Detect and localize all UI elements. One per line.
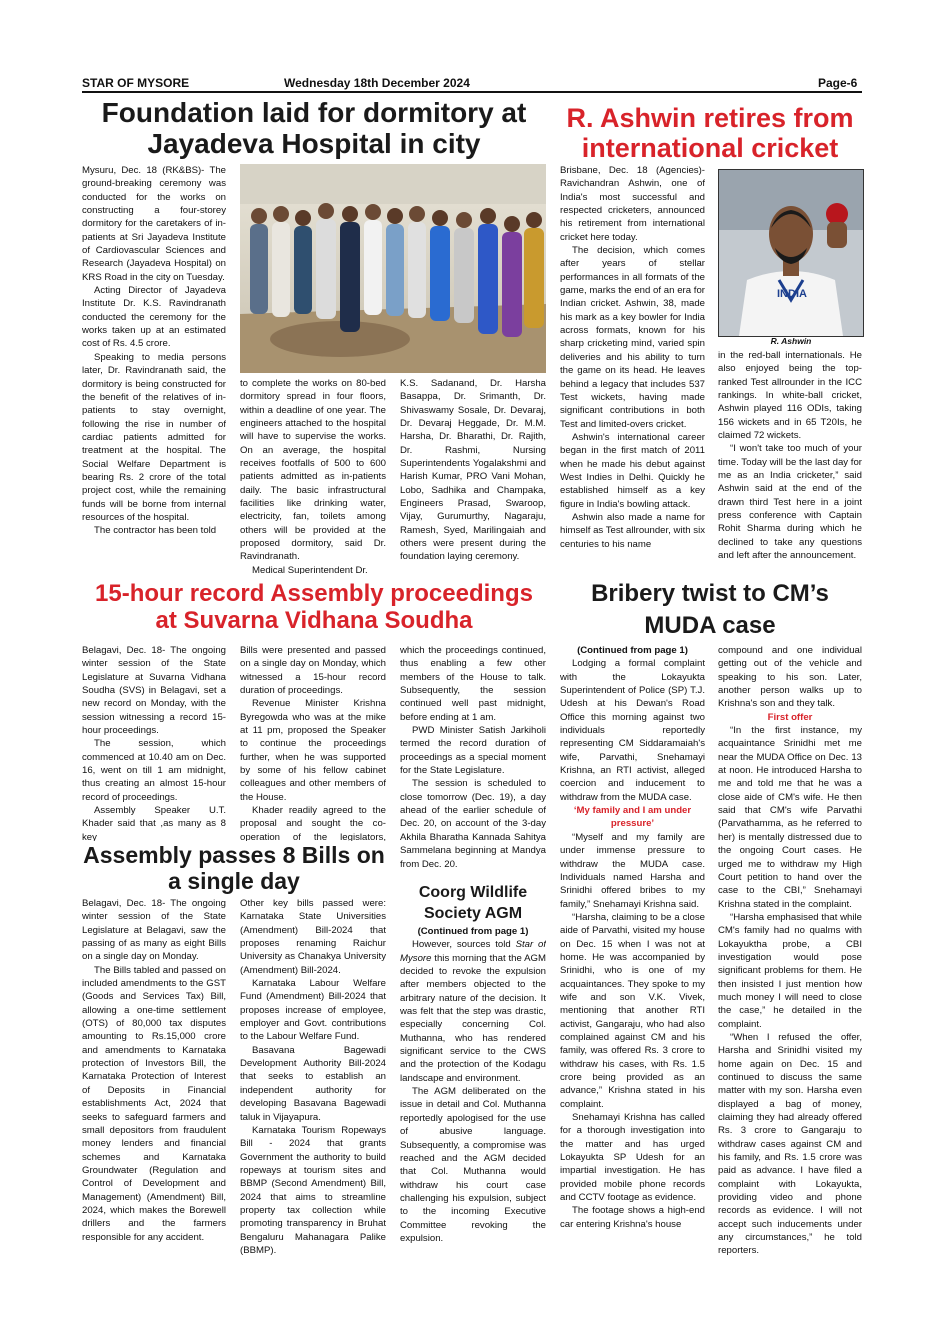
bribery-column-2 <box>718 644 862 1265</box>
dormitory-column-1 <box>82 164 226 574</box>
issue-date: Wednesday 18th December 2024 <box>284 76 470 90</box>
paragraph: “In the first instance, my acquaintance Srinidhi met me near the MUDA Office on Dec. 13 at noon. He introduced Harsha to me and told me that he was a close aide of CM's wife. He then said that CM's wife Parvathi (Parvathamma, as he referred to her) is mentally distressed due to the ongoing Court cases. He urged me to withdraw my High Court petition to hand over the case to the CBI,” Snehamayi Krishna stated in the complaint. <box>718 725 862 910</box>
bribery-headline: Bribery twist to CM’s MUDA case <box>591 580 829 639</box>
page-number: Page-6 <box>818 76 858 90</box>
subheading: First offer <box>767 711 813 723</box>
continued-note: (Continued from page 1) <box>577 645 688 656</box>
paragraph: “Harsha, claiming to be a close aide of Parvathi, visited my house on Dec. 15 when I was not at home. He was accompanied by Srinidhi, who is one of my acquaintances. They spoke to my wife and son V.K. Vivek, mentioning that another RTI activist, Gangaraju, who had also complained against CM and his family, was offered Rs. 3 crore to withdraw his cases, with Rs. 1.5 crore being provided as an advance,” Krishna stated in his complaint. <box>560 911 705 1110</box>
ashwin-column-1 <box>560 164 705 574</box>
paragraph: K.S. Sadanand, Dr. Harsha Basappa, Dr. Srimanth, Dr. Shivaswamy Sosale, Dr. Devaraj, Dr. Devaraj Heggade, Dr. M.M. Harsha, Dr. Bharathi, Dr. Rajith, Dr. Rashmi, Nursing Superintendents Yogalakshmi and Harish Kumar, PRO Vani Mohan, Lobo, Sadhika and Champaka, Engineers Prasad, Swaroop, Vijay, Gurumurthy, Nagaraju, Ramesh, Syed, Marilingaiah and others were present during the foundation laying ceremony. <box>400 378 546 563</box>
bills-column-2 <box>240 897 386 1263</box>
paragraph: Ashwin's international career began in the first match of 2011 when he made his debut against West Indies in Delhi. Quickly he established himself as a key figure in India's bowling attack. <box>560 431 705 510</box>
subheading: ‘My family and I am under pressure’ <box>573 805 692 830</box>
newspaper-name: Star of Mysore <box>400 939 546 964</box>
ashwin-column-2 <box>718 349 862 574</box>
paragraph-body: this morning that the AGM decided to revoke the expulsion after members objected to the arbitrary nature of the decision. It was felt that the step was drastic, especially concerning Col. Muthanna, who has rendered significant service to the CWS and the protection of the Kodagu landscape and environment. <box>400 952 546 1084</box>
paragraph: PWD Minister Satish Jarkiholi termed the record duration of proceedings as a special moment for the State Legislature. <box>400 725 546 777</box>
paragraph: to complete the works on 80-bed dormitory spread in four floors, within a deadline of one year. The engineers attached to the hospital will have to supervise the works. On an average, the hospital receives footfalls of 500 to 600 patients admitted as in-patients daily. The basic infrastructural facilities like drinking water, electricity, fan, toilets among others will be provided at the proposed dormitory, said Dr. Ravindranath. <box>240 378 386 563</box>
paragraph: Ashwin also made a name for himself as Test allrounder, with six centuries to his name <box>560 511 705 550</box>
paragraph: compound and one individual getting out of the vehicle and speaking to his son. Later, another person walks up to Krishna's son and they talk. <box>718 645 862 710</box>
paragraph: The footage shows a high-end car entering Krishna's house <box>560 1205 705 1230</box>
coorg-headline: Coorg Wildlife Society AGM <box>418 884 528 922</box>
paragraph-intro: However, sources told <box>412 939 516 951</box>
record-headline: 15-hour record Assembly proceedings at Suvarna Vidhana Soudha <box>95 580 533 634</box>
ashwin-photo-image <box>719 170 863 336</box>
paragraph: Acting Director of Jayadeva Institute Dr. K.S. Ravindranath conducted the ceremony for the works taken up at an estimated cost of Rs. 4.5 crore. <box>82 285 226 350</box>
paragraph: Belagavi, Dec. 18- The ongoing winter session of the State Legislature at Belagavi, saw the passing of as many as eight Bills on a single day on Monday. <box>82 898 226 963</box>
paragraph: Basavana Bagewadi Development Authority Bill-2024 that seeks to establish an independent authority for developing Basavana Bagewadi taluk in Vijayapura. <box>240 1044 386 1123</box>
paper-name: STAR OF MYSORE <box>82 76 190 90</box>
ceremony-photo <box>240 164 546 373</box>
paragraph: in the red-ball internationals. He also enjoyed being the top-ranked Test allrounder in the ICC rankings. In white-ball cricket, Ashwin played 116 ODIs, taking 156 wickets and in 65 T20Is, he claimed 72 wickets. <box>718 350 862 442</box>
record-column-3 <box>400 644 546 881</box>
paragraph: Speaking to media persons later, Dr. Ravindranath said, the dormitory is being constructed for the benefit of the relatives of in-patients to stay overnight, following the rise in number of cardiac patients admitted for treatment at the hospital. The Social Welfare Department is bearing Rs. 2 crore of the total project cost, while the remaining funds will be borne from internal resources of the hospital. <box>82 351 226 523</box>
coorg-column <box>400 925 546 1265</box>
paragraph: Snehamayi Krishna has called for a thorough investigation into the matter and has urged Lokayukta SP Udesh for an impartial investigation. He has provided mobile phone records and CCTV footage as evidence. <box>560 1112 705 1204</box>
record-column-1 <box>82 644 226 841</box>
bills-column-1 <box>82 897 226 1263</box>
paragraph: “Myself and my family are under immense pressure to withdraw the MUDA case. Individuals named Harsha and Srinidhi offered bribes to my family,” Snehamayi Krishna said. <box>560 831 705 910</box>
dormitory-headline: Foundation laid for dormitory at Jayadeva Hospital in city <box>101 97 527 160</box>
bribery-column-1 <box>560 644 705 1265</box>
bills-headline: Assembly passes 8 Bills on a single day <box>83 842 385 894</box>
ashwin-headline: R. Ashwin retires from international cricket <box>566 103 854 164</box>
paragraph: Karnataka Labour Welfare Fund (Amendment) Bill-2024 that proposes increase of employee, employer and Govt. contributions to the Labour Welfare Fund. <box>240 978 386 1043</box>
paragraph: The session is scheduled to close tomorrow (Dec. 19), a day ahead of the earlier schedule of Dec. 20, on account of the 3-day Akhila Bharatha Kannada Sahitya Sammelana beginning at Mandya from Dec. 20. <box>400 778 546 870</box>
paragraph: Other key bills passed were: Karnataka State Universities (Amendment) Bill-2024 that proposes renaming Raichur University as Chanakya University (Amendment) Bill-2024. <box>240 898 386 976</box>
ashwin-photo <box>718 169 864 337</box>
paragraph: “When I refused the offer, Harsha and Srinidhi visited my home again on Dec. 15 and continued to discuss the same matter with my son. Harsha even displayed a bag of money, claiming they had already offered Rs. 3 crore to Gangaraju to withdraw cases against CM and his family, and Rs. 1.5 crore was paid as advance. I have filed a complaint with Lokayukta, providing video and phone records as evidence. I will not accept such inducements under any circumstances,” he told reporters. <box>718 1031 862 1257</box>
paragraph: Brisbane, Dec. 18 (Agencies)- Ravichandran Ashwin, one of India's most successful and respected cricketers, announced his retirement from international cricket here today. <box>560 165 705 243</box>
paragraph: Mysuru, Dec. 18 (RK&BS)- The ground-breaking ceremony was conducted for the works on constructing a four-storey dormitory for the caretakers of in-patients at Sri Jayadeva Institute of Cardiovascular Sciences and Research (Jayadeva Hospital) on KRS Road in the city on Tuesday. <box>82 165 226 283</box>
masthead-rule <box>82 91 862 93</box>
paragraph: Lodging a formal complaint with the Lokayukta Superintendent of Police (SP) T.J. Udesh at his Dewan's Road Office this morning against two individuals reportedly representing CM Siddaramaiah's wife, Parvathi, Snehamayi Krishna, an RTI activist, alleged coercion and inducement to withdraw from the MUDA case. <box>560 658 705 803</box>
paragraph: Karnataka Tourism Ropeways Bill - 2024 that grants Government the authority to build ropeways at tourism sites and BBMP (Second Amendment) Bill, 2024 that aims to streamline property tax collection while promoting transparency in Bruhat Bengaluru Mahanagara Palike (BBMP). <box>240 1124 386 1256</box>
paragraph: Assembly Speaker U.T. Khader said that ,as many as 8 key <box>82 805 226 841</box>
jersey-text: INDIA <box>777 288 807 300</box>
paragraph <box>400 938 546 1085</box>
paragraph: Bills were presented and passed on a single day on Monday, which witnessed a 15-hour record duration of proceedings. <box>240 645 386 697</box>
paragraph: which the proceedings continued, thus enabling a few other members of the House to talk. Subsequently, the session continued well past midnight, before ending at 1 am. <box>400 645 546 723</box>
paragraph: “I won't take too much of your time. Today will be the last day for me as an India cricketer,” said Ashwin said at the end of the drawn third Test here in a joint press conference with Captain Rohit Sharma during which he declined to take any questions and left after the announcement. <box>718 443 862 562</box>
paragraph: The Bills tabled and passed on included amendments to the GST (Goods and Services Tax) Bill, allowing a one-time settlement (OTS) of 80,000 tax disputes amounting to Rs.15,000 crore and amendments to Karnataka protection of Investors Bill, the Karnataka Protection of Interest of Deposits in Financial establishments Act, 2024 that seeks to safeguard farmers and small depositors from fraudulent money lenders and financial schemes and Karnataka Groundwater (Regulation and Control of Development and Management) (Amendment) Bill, 2024, which makes the Borewell drillers and the farmers responsible for any accident. <box>82 964 226 1243</box>
paragraph: Medical Superintendent Dr. <box>252 564 368 574</box>
paragraph: Revenue Minister Krishna Byregowda who was at the mike at 11 pm, proposed the Speaker to continue the proceedings further, when he was supported by some of his fellow cabinet colleagues and other members of the House. <box>240 698 386 803</box>
paragraph: “Harsha emphasised that while CM's family had no qualms with Lokayuktha probe, a CBI investigation would pose significant problems for them. He then insisted I just mention how much money I will need to close the case,” he detailed in the complaint. <box>718 911 862 1030</box>
paragraph: The decision, which comes after years of stellar performances in all formats of the game, marks the end of an era for Indian cricket. Ashwin, 38, made his mark as a key bowler for India across formats, known for his sharp cricketing mind, varied spin deliveries and his ability to turn the game on its head. He leaves behind a legacy that includes 537 Test wickets, having made significant contributions in both Test and limited-overs cricket. <box>560 245 705 430</box>
paragraph: The session, which commenced at 10.40 am on Dec. 16, went on till 1 am midnight, thus creating an almost 15-hour record of proceedings. <box>82 738 226 803</box>
continued-note: (Continued from page 1) <box>417 926 529 937</box>
dormitory-column-2 <box>240 377 386 574</box>
paragraph: The AGM deliberated on the issue in detail and Col. Muthanna reportedly apologised for the use of abusive language. Subsequently, a compromise was reached and the AGM decided that Col. Muthanna would withdraw his court case challenging his expulsion, subject to the incoming Executive Committee revoking the expulsion. <box>400 1086 546 1244</box>
ceremony-photo-image <box>240 164 546 373</box>
paragraph: The contractor has been told <box>94 525 217 537</box>
paragraph: Khader readily agreed to the proposal and sought the co-operation of the legislators, <box>240 805 386 841</box>
paragraph: Belagavi, Dec. 18- The ongoing winter session of the State Legislature at Suvarna Vidhana Soudha (SVS) in Belagavi, set a new record on Monday, with the session witnessing a record 15-hour proceedings. <box>82 645 226 737</box>
record-column-2 <box>240 644 386 841</box>
ashwin-photo-caption: R. Ashwin <box>770 336 812 346</box>
dormitory-column-3 <box>400 377 546 574</box>
